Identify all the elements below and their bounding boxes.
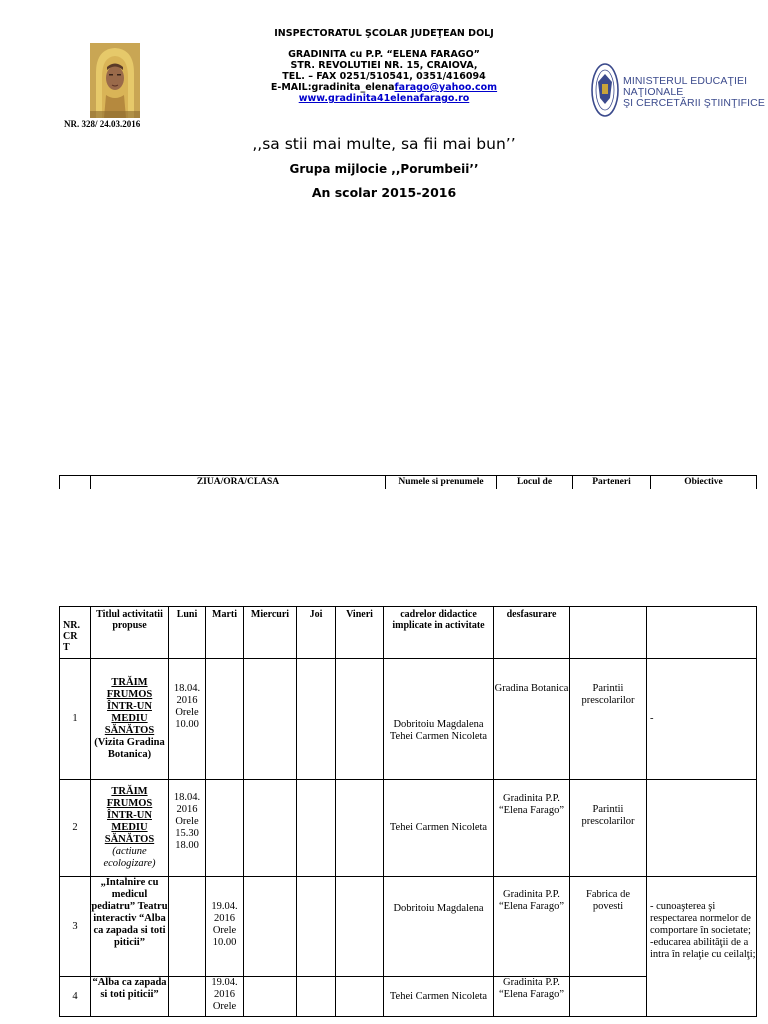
row3-wednesday xyxy=(244,877,297,977)
row1-nr: 1 xyxy=(60,659,91,780)
header-strip-table xyxy=(59,475,757,489)
row1-tuesday xyxy=(206,659,244,780)
table-row xyxy=(60,780,757,877)
row2-monday: 18.04. 2016 Orele 15.30 18.00 xyxy=(169,780,206,877)
row3-friday xyxy=(336,877,384,977)
row3-objective: - cunoaşterea şi respectarea normelor de comportare în societate; -educarea abilităţii de a intra în relaţie cu ceilalţi; xyxy=(647,877,757,1017)
row4-tuesday: 19.04. 2016 Orele xyxy=(206,977,244,1017)
ministry-name xyxy=(623,76,768,109)
inspectorate-name: INSPECTORATUL ŞCOLAR JUDEŢEAN DOLJ xyxy=(274,28,494,39)
row4-teachers: Tehei Carmen Nicoleta xyxy=(384,977,494,1017)
row3-teachers: Dobritoiu Magdalena xyxy=(384,877,494,977)
street-address: STR. REVOLUTIEI NR. 15, CRAIOVA, xyxy=(290,60,478,71)
group-name: Grupa mijlocie ,,Porumbeii’’ xyxy=(289,162,479,176)
row2-title: TRĂIM FRUMOS ÎNTR-UN MEDIU SĂNĂTOS (actiune ecologizare) xyxy=(91,780,169,877)
row3-partners: Fabrica de povesti xyxy=(570,877,647,977)
row2-objective xyxy=(647,780,757,877)
row4-nr: 4 xyxy=(60,977,91,1017)
email-label: E-MAIL:gradinita_elena xyxy=(270,82,395,93)
row1-partners: Parintii prescolarilor xyxy=(570,659,647,780)
row2-place: Gradinita P.P. “Elena Farago” xyxy=(494,780,570,877)
col-monday: Luni xyxy=(169,607,206,659)
row4-wednesday xyxy=(244,977,297,1017)
row1-wednesday xyxy=(244,659,297,780)
ministry-crest-icon xyxy=(590,62,620,118)
motto: ,,sa stii mai multe, sa fii mai bun’’ xyxy=(252,135,516,153)
row2-wednesday xyxy=(244,780,297,877)
col-wednesday: Miercuri xyxy=(244,607,297,659)
row2-nr: 2 xyxy=(60,780,91,877)
ministry-name-line1: MINISTERUL EDUCAŢIEI NAŢIONALE xyxy=(623,75,748,98)
row2-partners: Parintii prescolarilor xyxy=(570,780,647,877)
col-thursday: Joi xyxy=(297,607,336,659)
row3-tuesday: 19.04. 2016 Orele 10.00 xyxy=(206,877,244,977)
row4-partners xyxy=(570,977,647,1017)
school-year: An scolar 2015-2016 xyxy=(311,185,457,200)
row1-monday: 18.04. 2016 Orele 10.00 xyxy=(169,659,206,780)
row2-thursday xyxy=(297,780,336,877)
kindergarten-name: GRADINITA cu P.P. “ELENA FARAGO” xyxy=(288,49,480,60)
row4-monday xyxy=(169,977,206,1017)
col-partners xyxy=(570,607,647,659)
registration-number: NR. 328/ 24.03.2016 xyxy=(64,119,141,129)
email-link[interactable]: farago@yahoo.com xyxy=(394,82,498,93)
col-friday: Vineri xyxy=(336,607,384,659)
row4-title: “Alba ca zapada si toti piticii” xyxy=(91,977,169,1017)
row1-title: TRĂIM FRUMOS ÎNTR-UN MEDIU SĂNĂTOS (Vizita Gradina Botanica) xyxy=(91,659,169,780)
row2-teachers: Tehei Carmen Nicoleta xyxy=(384,780,494,877)
row4-thursday xyxy=(297,977,336,1017)
row1-friday xyxy=(336,659,384,780)
strip-partners: Parteneri xyxy=(573,476,651,490)
strip-teacher-name: Numele si prenumele xyxy=(386,476,497,490)
row3-thursday xyxy=(297,877,336,977)
table-header-row xyxy=(60,607,757,659)
website-link[interactable]: www.gradinita41elenafarago.ro xyxy=(298,93,470,104)
ministry-name-line2: ŞI CERCETĂRII ŞTIINŢIFICE xyxy=(623,97,765,109)
col-title: Titlul activitatii propuse xyxy=(91,607,169,659)
table-row xyxy=(60,659,757,780)
row3-title: „Intalnire cu medicul pediatru” Teatru interactiv “Alba ca zapada si toti piticii” xyxy=(91,877,169,977)
strip-objectives: Obiective xyxy=(651,476,757,490)
row2-tuesday xyxy=(206,780,244,877)
row1-place: Gradina Botanica xyxy=(494,659,570,780)
phone-fax: TEL. – FAX 0251/510541, 0351/416094 xyxy=(282,71,486,82)
strip-day-hour-class: ZIUA/ORA/CLASA xyxy=(91,476,386,490)
strip-empty-cell xyxy=(60,476,91,490)
row3-place: Gradinita P.P. “Elena Farago” xyxy=(494,877,570,977)
col-place: desfasurare xyxy=(494,607,570,659)
row2-friday xyxy=(336,780,384,877)
table-row xyxy=(60,877,757,977)
row4-place: Gradinita P.P. “Elena Farago” xyxy=(494,977,570,1017)
row3-monday xyxy=(169,877,206,977)
schedule-table xyxy=(59,606,757,1017)
row4-friday xyxy=(336,977,384,1017)
row1-teachers: Dobritoiu Magdalena Tehei Carmen Nicoleta xyxy=(384,659,494,780)
elena-farago-portrait xyxy=(90,43,140,118)
row1-objective: - xyxy=(647,659,757,780)
strip-place: Locul de xyxy=(497,476,573,490)
col-objectives xyxy=(647,607,757,659)
col-tuesday: Marti xyxy=(206,607,244,659)
row1-thursday xyxy=(297,659,336,780)
col-teachers: cadrelor didactice implicate in activitate xyxy=(384,607,494,659)
col-nr: NR. CR T xyxy=(60,607,91,659)
row3-nr: 3 xyxy=(60,877,91,977)
